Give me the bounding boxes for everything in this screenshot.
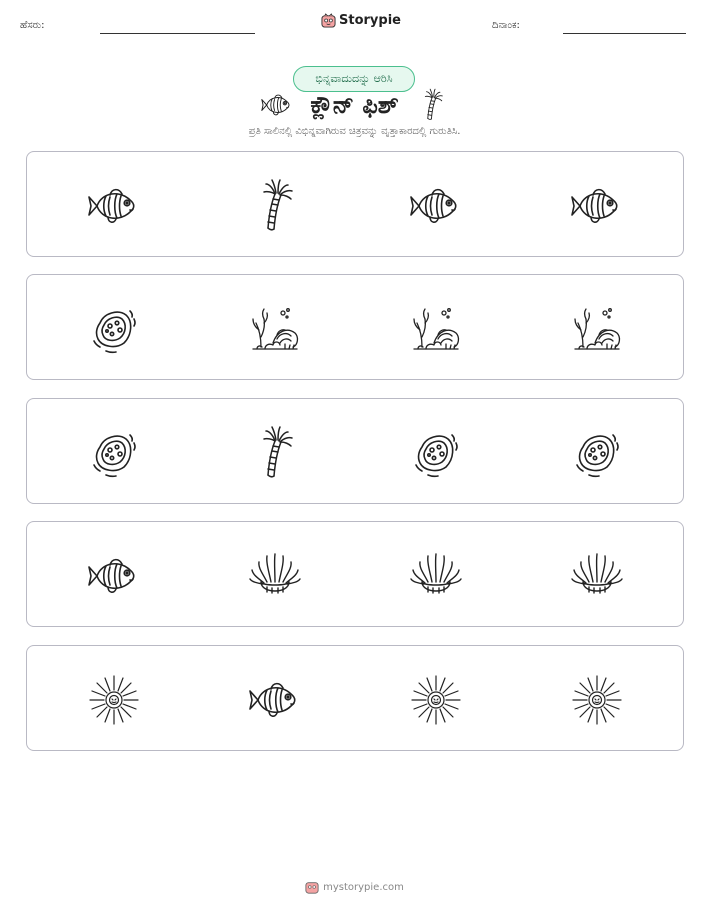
sea-anemone-icon — [247, 548, 303, 604]
picture-row — [26, 151, 684, 257]
clownfish-icon — [408, 178, 464, 234]
brand-name: Storypie — [339, 13, 401, 28]
sun-anemone-icon — [86, 672, 142, 728]
coral-reef-icon — [408, 301, 464, 357]
picture-row — [26, 274, 684, 380]
sea-sponge-icon — [86, 301, 142, 357]
picture-row — [26, 521, 684, 627]
coral-reef-icon — [247, 301, 303, 357]
sea-anemone-icon — [569, 548, 625, 604]
clownfish-icon — [86, 178, 142, 234]
sea-sponge-icon — [86, 425, 142, 481]
picture-row — [26, 645, 684, 751]
sea-anemone-icon — [408, 548, 464, 604]
date-label: ದಿನಾಂಕ: — [492, 20, 520, 31]
picture-option[interactable] — [569, 548, 625, 604]
picture-option[interactable] — [86, 548, 142, 604]
clownfish-icon — [569, 178, 625, 234]
date-field-line[interactable] — [563, 33, 686, 34]
picture-option[interactable] — [408, 425, 464, 481]
clownfish-icon — [86, 548, 142, 604]
picture-option[interactable] — [569, 425, 625, 481]
picture-option[interactable] — [408, 301, 464, 357]
worksheet-title: ಕ್ಲೌನ್ ಫಿಶ್ — [310, 91, 399, 119]
picture-option[interactable] — [247, 425, 303, 481]
instruction-text: ಪ್ರತಿ ಸಾಲಿನಲ್ಲಿ ವಿಭಿನ್ನವಾಗಿರುವ ಚಿತ್ರವನ್ನು ವೃತ್ತಾಕಾರದಲ್ಲಿ ಗುರುತಿಸಿ. — [248, 126, 461, 137]
picture-option[interactable] — [569, 178, 625, 234]
clownfish-icon — [247, 672, 303, 728]
tube-anemone-icon — [415, 88, 449, 122]
picture-option[interactable] — [408, 178, 464, 234]
name-label: ಹೆಸರು: — [20, 20, 45, 31]
clownfish-icon — [260, 88, 294, 122]
tube-anemone-icon — [247, 425, 303, 481]
picture-row — [26, 398, 684, 504]
storypie-logo-icon — [305, 880, 319, 894]
picture-option[interactable] — [569, 672, 625, 728]
sea-sponge-icon — [408, 425, 464, 481]
picture-option[interactable] — [408, 548, 464, 604]
picture-option[interactable] — [408, 672, 464, 728]
footer-site: mystorypie.com — [323, 881, 404, 893]
task-badge: ಭಿನ್ನವಾದುದನ್ನು ಆರಿಸಿ — [293, 66, 415, 92]
picture-option[interactable] — [86, 672, 142, 728]
sun-anemone-icon — [569, 672, 625, 728]
picture-option[interactable] — [247, 178, 303, 234]
storypie-logo-icon — [321, 13, 336, 28]
tube-anemone-icon — [247, 178, 303, 234]
footer — [0, 880, 709, 894]
picture-option[interactable] — [247, 548, 303, 604]
sea-sponge-icon — [569, 425, 625, 481]
sun-anemone-icon — [408, 672, 464, 728]
picture-option[interactable] — [86, 178, 142, 234]
title-row — [0, 88, 709, 122]
coral-reef-icon — [569, 301, 625, 357]
picture-option[interactable] — [247, 301, 303, 357]
name-field-line[interactable] — [100, 33, 255, 34]
picture-option[interactable] — [247, 672, 303, 728]
picture-option[interactable] — [569, 301, 625, 357]
picture-option[interactable] — [86, 301, 142, 357]
picture-option[interactable] — [86, 425, 142, 481]
worksheet-header — [0, 0, 709, 48]
brand — [321, 13, 401, 28]
